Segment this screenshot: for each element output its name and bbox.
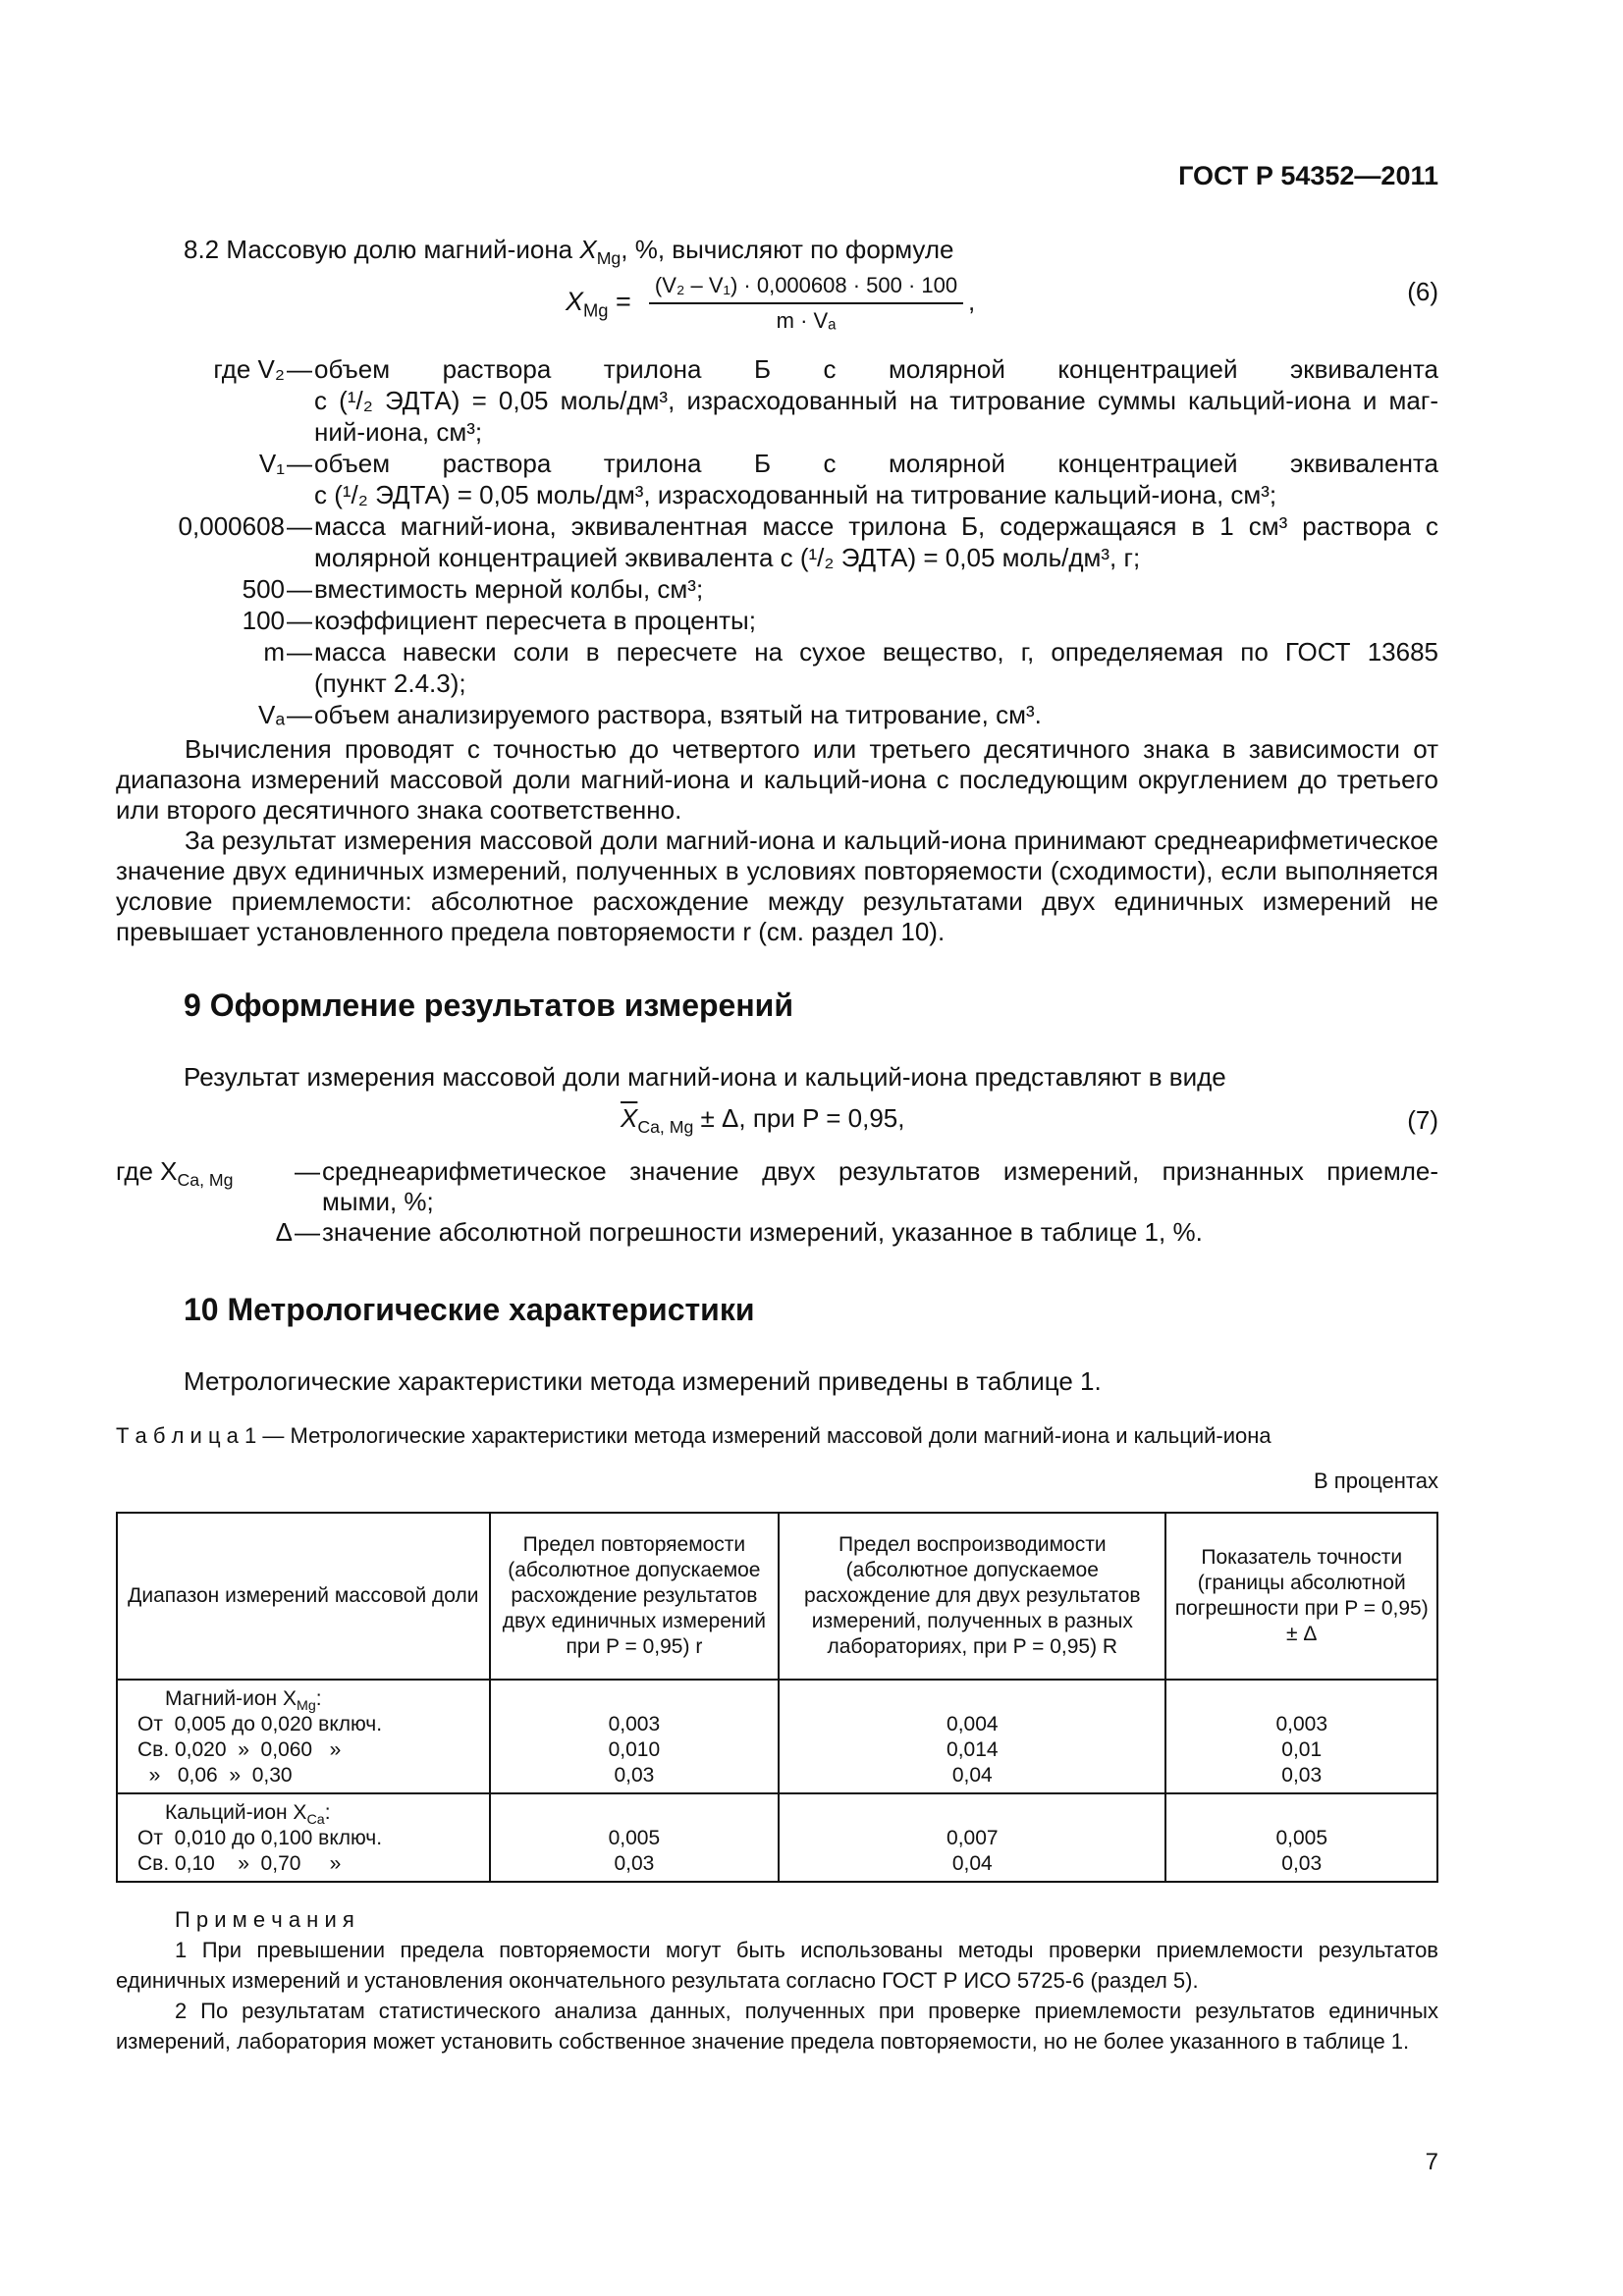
formula-7: $\overline{X}_{Ca, Mg} \pm \Delta$, при P = 0,95, [621,1103,905,1138]
section-8-2-lead: 8.2 Массовую долю магний-иона $X_{Mg}$, %, вычисляют по формуле [184,235,954,269]
formula-7-definitions [116,1156,1438,1248]
repeatability-cell: 0,003 0,010 0,03 [490,1680,780,1793]
section-8-text [116,734,1438,947]
formula-6-numerator: (V₂ – V₁) · 0,000608 · 500 · 100 [654,273,958,297]
paragraph: За результат измерения массовой доли магний-иона и кальций-иона принимают среднеарифметическое значение двух единичных измерений, полученных в условиях повторяемости (сходимости), если выполняется условие приемлемости: абсолютное расхождение между результатами двух единичных измерений не превышает установленного предела повторяемости r (см. раздел 10). [116,826,1438,946]
definition-item: где $X_{Ca, Mg}$ — среднеарифметическое значение двух результатов измерений, признанных приемле- мыми, %; [116,1156,1438,1216]
header-cell: Показатель точности (границы абсолютной погрешности при P = 0,95) ± Δ [1165,1513,1437,1680]
range-cell: Кальций-ион $X_{Ca}$: От 0,010 до 0,100 включ. Св. 0,10 » 0,70 » [117,1793,490,1882]
paragraph: Вычисления проводят с точностью до четвертого или третьего десятичного знака в зависимости от диапазона измерений массовой доли магний-иона и кальций-иона с последующим округлением до третьего или второго десятичного знака соответственно. [116,734,1438,825]
definition-item: Vₐ — объем анализируемого раствора, взятый на титрование, см³. [257,700,1042,729]
table-header-row [117,1513,1437,1680]
table-notes [116,1904,1438,2056]
metrology-table [116,1512,1438,1883]
accuracy-cell: 0,005 0,03 [1165,1793,1437,1882]
notes-title: П р и м е ч а н и я [175,1907,354,1932]
range-cell: Магний-ион $X_{Mg}$: От 0,005 до 0,020 включ. Св. 0,020 » 0,060 » » 0,06 » 0,30 [117,1680,490,1793]
formula-6-denominator: m · Vₐ [776,308,837,333]
section-10-title: 10 Метрологические характеристики [184,1292,755,1327]
note-item: 1 При превышении предела повторяемости могут быть использованы методы проверки приемлемости результатов единичных измерений и установления окончательного результата согласно ГОСТ Р ИСО 5725-6 (раздел 5). [116,1938,1438,1993]
section-9-title: 9 Оформление результатов измерений [184,988,793,1023]
page-number: 7 [1425,2149,1438,2175]
note-item: 2 По результатам статистического анализа данных, полученных при проверке приемлемости результатов единичных измерений, лаборатория может установить собственное значение предела повторяемости, но не более указанного в таблице 1. [116,1999,1438,2054]
definition-item: Δ — значение абсолютной погрешности измерений, указанное в таблице 1, %. [275,1217,1203,1247]
table-unit: В процентах [1314,1468,1438,1493]
definition-item: 500 — вместимость мерной колбы, см³; [242,574,704,604]
table-row [117,1680,1437,1793]
definition-item: V₁ — объем раствора трилона Б с молярной концентрацией эквивалента с (¹/₂ ЭДТА) = 0,05 моль/дм³, израсходованный на титрование кальций-иона, см³; [258,449,1438,509]
definition-item: 100 — коэффициент пересчета в проценты; [242,606,756,635]
accuracy-cell: 0,003 0,01 0,03 [1165,1680,1437,1793]
definition-item: 0,000608 — масса магний-иона, эквивалентная массе трилона Б, содержащаяся в 1 см³ раствора с молярной концентрацией эквивалента с (¹/₂ ЭДТА) = 0,05 моль/дм³, г; [178,511,1438,572]
header-cell: Предел воспроизводимости (абсолютное допускаемое расхождение для двух результатов измерений, полученных в разных лабораториях, при P = 0,95) R [779,1513,1165,1680]
section-9-lead: Результат измерения массовой доли магний-иона и кальций-иона представляют в виде [184,1062,1226,1092]
formula-6: $X_{Mg}$ = (V₂ – V₁) · 0,000608 · 500 · 100 m · Vₐ , [566,273,976,333]
equation-number-7: (7) [1407,1105,1438,1135]
reproducibility-cell: 0,004 0,014 0,04 [779,1680,1165,1793]
fraction-bar [649,302,963,304]
table-caption: Т а б л и ц а 1 — Метрологические характеристики метода измерений массовой доли магний-иона и кальций-иона [116,1423,1271,1448]
definition-item: m — масса навески соли в пересчете на сухое вещество, г, определяемая по ГОСТ 13685 (пункт 2.4.3); [263,637,1438,698]
header-cell: Предел повторяемости (абсолютное допускаемое расхождение результатов двух единичных измерений при P = 0,95) r [490,1513,780,1680]
section-10-lead: Метрологические характеристики метода измерений приведены в таблице 1. [184,1366,1102,1396]
table-row [117,1793,1437,1882]
reproducibility-cell: 0,007 0,04 [779,1793,1165,1882]
equation-number-6: (6) [1407,277,1438,306]
repeatability-cell: 0,005 0,03 [490,1793,780,1882]
header-cell: Диапазон измерений массовой доли [117,1513,490,1680]
formula-6-definitions [116,353,1438,730]
definition-item: где V₂ — объем раствора трилона Б с молярной концентрацией эквивалента с (¹/₂ ЭДТА) = 0,05 моль/дм³, израсходованный на титрование суммы кальций-иона и маг- ний-иона, см³; [213,354,1438,447]
doc-header: ГОСТ Р 54352—2011 [1178,161,1438,190]
